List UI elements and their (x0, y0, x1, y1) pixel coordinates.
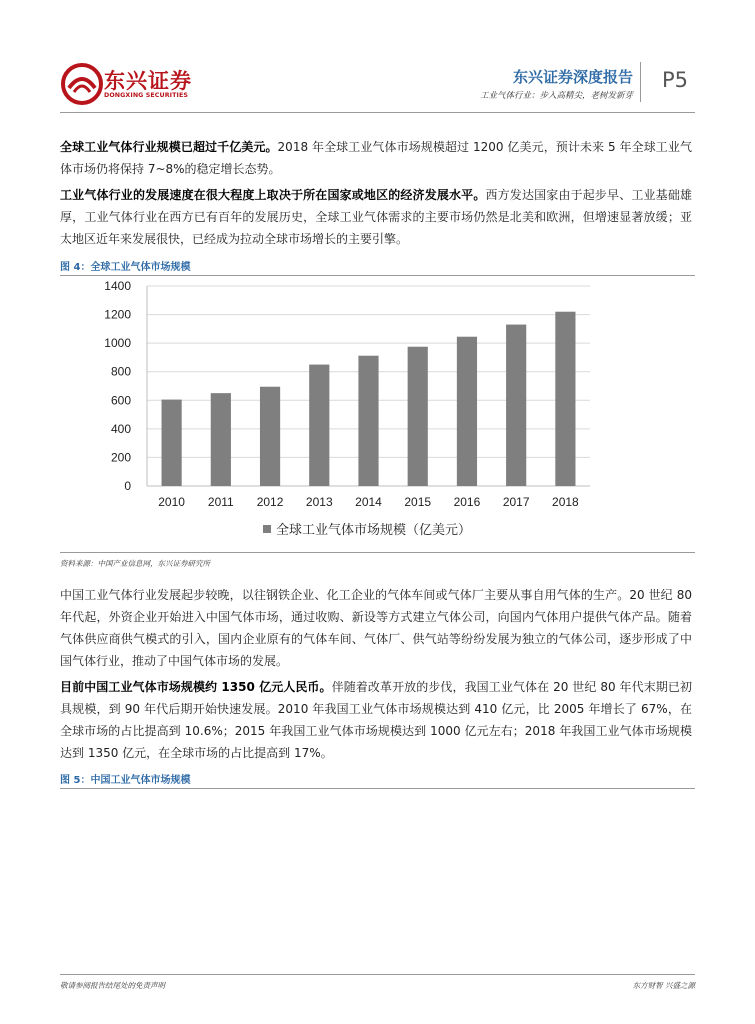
bar-2016 (457, 337, 477, 486)
report-subtitle: 工业气体行业：步入高精尖，老树发新芽 (479, 91, 633, 101)
report-title: 东兴证券深度报告 (512, 68, 633, 86)
x-tick-label: 2015 (404, 495, 432, 509)
paragraph-lead: 工业气体行业的发展速度在很大程度上取决于所在国家或地区的经济发展水平。 (60, 188, 486, 202)
bar-2015 (408, 347, 428, 486)
paragraph-china-scale (60, 676, 692, 764)
bar-2018 (555, 312, 575, 486)
x-tick-label: 2016 (453, 495, 481, 509)
y-tick-label: 1200 (104, 307, 131, 322)
paragraph-global-scale (60, 136, 692, 180)
y-tick-label: 200 (110, 450, 131, 465)
y-tick-label: 1000 (104, 336, 131, 351)
figure-top-rule (60, 275, 695, 276)
figure-4-title: 图 4：全球工业气体市场规模 (60, 262, 191, 273)
legend-label: 全球工业气体市场规模（亿美元） (276, 522, 472, 537)
paragraph-body: 伴随着改革开放的步伐，我国工业气体在 20 世纪 80 年代末期已初具规模，到 90 年代后期开始快速发展。2010 年我国工业气体市场规模达到 410 亿元，比 2005 年增长了 67%，在全球市场的占比提高到 10.6%；2015 年我国工业气体市场规模达到 1000 亿元左右；2018 年我国工业气体市场规模达到 1350 亿元，在全球市场的占比提高到 17%。 (60, 680, 692, 760)
x-tick-label: 2011 (207, 495, 234, 509)
logo-text-cn: 东兴证券 (104, 69, 192, 93)
figure-source: 资料来源：中国产业信息网，东兴证券研究所 (60, 559, 210, 568)
bar-2017 (506, 325, 526, 486)
x-tick-label: 2018 (552, 495, 579, 509)
footer-slogan: 东方财智 兴盛之源 (632, 981, 695, 990)
figure-5-title: 图 5：中国工业气体市场规模 (60, 775, 191, 786)
x-tick-label: 2012 (256, 495, 284, 509)
y-tick-label: 0 (124, 479, 131, 493)
bar-2014 (358, 356, 378, 486)
paragraph-lead: 目前中国工业气体市场规模约 1350 亿元人民币。 (60, 680, 332, 694)
header-divider (640, 62, 641, 102)
page-number: P5 (662, 68, 689, 92)
bar-2013 (309, 365, 329, 486)
paragraph-body: 2018 年全球工业气体市场规模超过 1200 亿美元，预计未来 5 年全球工业气体市场仍将保持 7~8%的稳定增长态势。 (60, 140, 692, 176)
logo-text-en: DONGXING SECURITIES (104, 92, 188, 99)
paragraph-body: 西方发达国家由于起步早、工业基础雄厚，工业气体行业在西方已有百年的发展历史，全球工业气体需求的主要市场仍然是北美和欧洲，但增速显著放缓；亚太地区近年来发展很快，已经成为拉动全球市场增长的主要引擎。 (60, 188, 692, 246)
paragraph-lead: 全球工业气体行业规模已超过千亿美元。 (60, 140, 278, 154)
market-size-chart (60, 278, 695, 550)
footer-rule (60, 974, 695, 975)
y-tick-label: 1400 (104, 279, 131, 293)
footer-disclaimer: 敬请参阅报告结尾处的免责声明 (60, 981, 165, 990)
y-tick-label: 800 (110, 364, 131, 379)
y-tick-label: 400 (110, 421, 131, 436)
logo-mark-icon (60, 62, 104, 106)
x-tick-label: 2013 (305, 495, 333, 509)
figure-5-rule (60, 788, 695, 789)
figure-bottom-rule (60, 552, 695, 553)
y-tick-label: 600 (110, 393, 131, 408)
header-rule (60, 112, 695, 113)
x-tick-label: 2010 (158, 495, 185, 509)
x-tick-label: 2017 (502, 495, 530, 509)
bar-2012 (260, 387, 280, 486)
paragraph-development (60, 184, 692, 250)
x-tick-label: 2014 (355, 495, 382, 509)
paragraph-body: 中国工业气体行业发展起步较晚，以往钢铁企业、化工企业的气体车间或气体厂主要从事自用气体的生产。20 世纪 80 年代起，外资企业开始进入中国气体市场，通过收购、新设等方式建立气体公司，向国内气体用户提供气体产品。随着气体供应商供气模式的引入，国内企业原有的气体车间、气体厂、供气站等纷纷发展为独立的气体公司，逐步形成了中国气体行业，推动了中国气体市场的发展。 (60, 588, 692, 668)
bar-2010 (162, 400, 182, 486)
legend-swatch (263, 525, 271, 533)
paragraph-china-history (60, 584, 692, 672)
bar-2011 (211, 393, 231, 486)
